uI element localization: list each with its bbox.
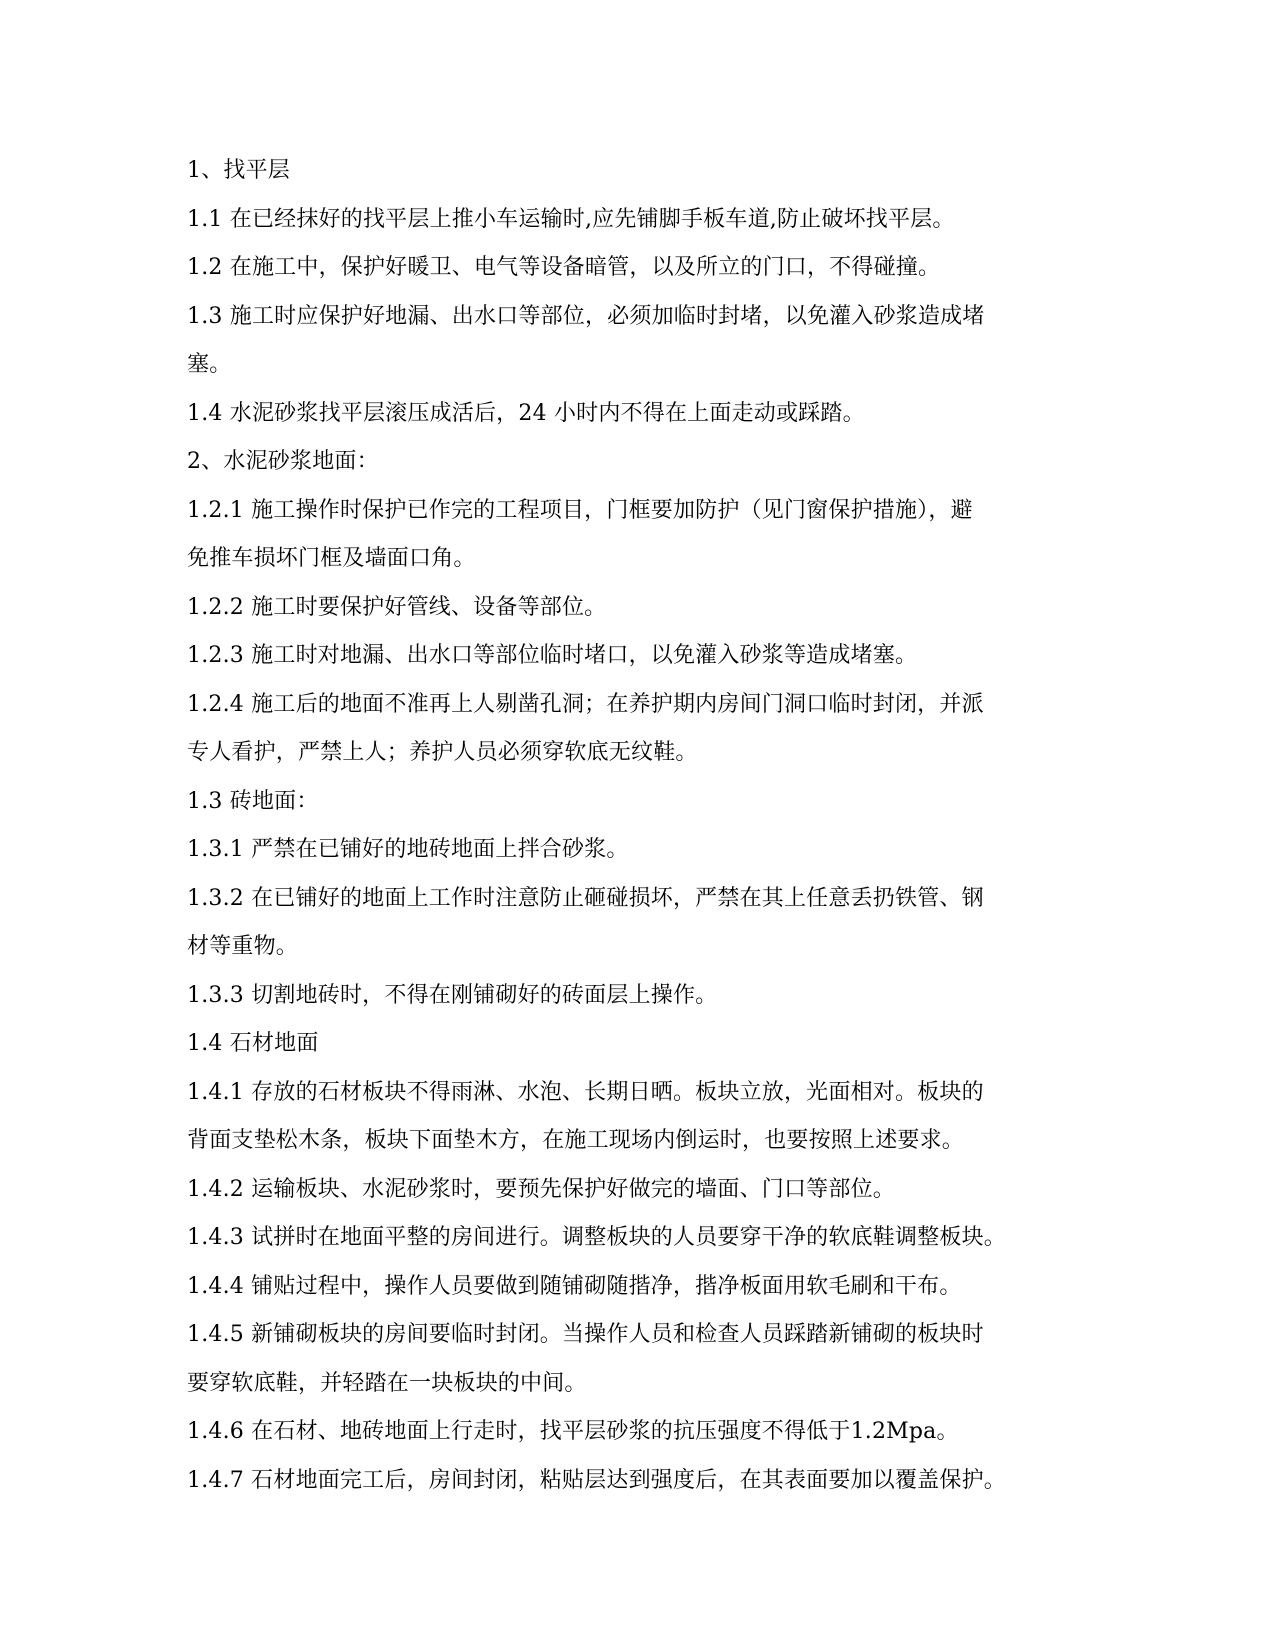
paragraph-line: 1.3.3 切割地砖时，不得在刚铺砌好的砖面层上操作。	[187, 982, 718, 1008]
paragraph-line: 1.2.4 施工后的地面不准再上人剔凿孔洞；在养护期内房间门洞口临时封闭，并派	[187, 691, 984, 717]
paragraph-line: 1.2.2 施工时要保护好管线、设备等部位。	[187, 594, 607, 620]
section-heading-1: 1、找平层	[187, 158, 290, 183]
paragraph-line: 背面支垫松木条，板块下面垫木方，在施工现场内倒运时，也要按照上述要求。	[187, 1128, 965, 1153]
paragraph-line: 1.2 在施工中，保护好暖卫、电气等设备暗管，以及所立的门口，不得碰撞。	[187, 255, 941, 280]
paragraph-line: 塞。	[187, 352, 232, 377]
paragraph-line: 1.4.7 石材地面完工后，房间封闭，粘贴层达到强度后，在其表面要加以覆盖保护。	[187, 1467, 1006, 1493]
document-body	[187, 147, 1087, 1505]
paragraph-line: 1.2.3 施工时对地漏、出水口等部位临时堵口，以免灌入砂浆等造成堵塞。	[187, 643, 918, 668]
paragraph-line: 1.4.2 运输板块、水泥砂浆时，要预先保护好做完的墙面、门口等部位。	[187, 1176, 895, 1202]
paragraph-line: 1.4.5 新铺砌板块的房间要临时封闭。当操作人员和检查人员踩踏新铺砌的板块时	[187, 1322, 984, 1347]
paragraph-line: 免推车损坏门框及墙面口角。	[187, 546, 476, 571]
paragraph-line: 1.2.1 施工操作时保护已作完的工程项目，门框要加防护（见门窗保护措施），避	[187, 497, 973, 523]
section-heading-stone-floor: 1.4 石材地面	[187, 1031, 319, 1056]
paragraph-line: 专人看护，严禁上人；养护人员必须穿软底无纹鞋。	[187, 740, 698, 765]
paragraph-line: 1.4 水泥砂浆找平层滚压成活后，24 小时内不得在上面走动或踩踏。	[187, 400, 865, 426]
paragraph-line: 1.1 在已经抹好的找平层上推小车运输时,应先铺脚手板车道,防止破坏找平层。	[187, 206, 955, 232]
paragraph-line: 1.3 施工时应保护好地漏、出水口等部位，必须加临时封堵，以免灌入砂浆造成堵	[187, 303, 985, 329]
paragraph-line: 1.4.6 在石材、地砖地面上行走时，找平层砂浆的抗压强度不得低于1.2Mpa。	[187, 1419, 959, 1444]
paragraph-line: 1.4.3 试拼时在地面平整的房间进行。调整板块的人员要穿干净的软底鞋调整板块。	[187, 1225, 1006, 1250]
paragraph-line: 要穿软底鞋，并轻踏在一块板块的中间。	[187, 1370, 587, 1396]
paragraph-line: 1.4.1 存放的石材板块不得雨淋、水泡、长期日晒。板块立放，光面相对。板块的	[187, 1079, 984, 1105]
section-heading-brick-floor: 1.3 砖地面：	[187, 788, 319, 814]
paragraph-line: 1.3.2 在已铺好的地面上工作时注意防止砸碰损坏，严禁在其上任意丢扔铁管、钢	[187, 885, 984, 911]
paragraph-line: 1.4.4 铺贴过程中，操作人员要做到随铺砌随揩净，揩净板面用软毛刷和干布。	[187, 1273, 962, 1299]
paragraph-line: 材等重物。	[187, 934, 299, 959]
section-heading-2: 2、水泥砂浆地面：	[187, 449, 379, 474]
paragraph-line: 1.3.1 严禁在已铺好的地砖地面上拌合砂浆。	[187, 837, 629, 862]
